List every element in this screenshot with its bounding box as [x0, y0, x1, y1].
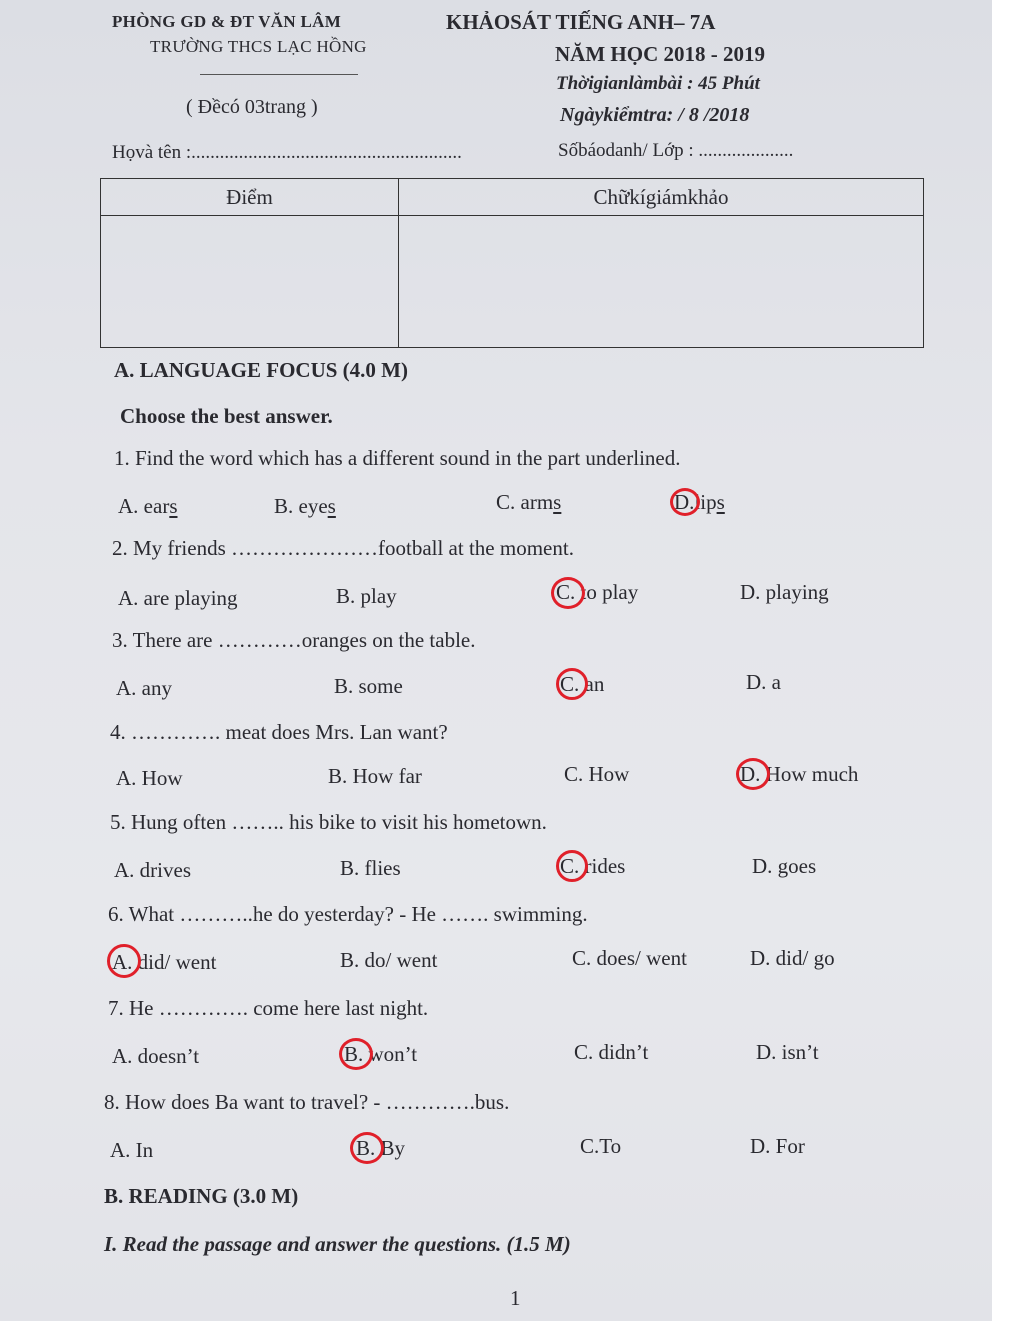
answer-circle-5 [556, 850, 588, 882]
option-2d[interactable]: D. playing [740, 580, 829, 604]
option-stem: ear [143, 494, 170, 518]
option-4a[interactable]: A. How [116, 766, 183, 790]
answer-circle-8 [350, 1132, 384, 1164]
option-7c[interactable]: C. didn’t [574, 1040, 649, 1064]
school-name: TRƯỜNG THCS LẠC HỒNG [150, 37, 367, 56]
option-8d[interactable]: D. For [750, 1134, 805, 1158]
option-letter: B. [274, 494, 299, 518]
underlined-part: s [716, 490, 725, 514]
option-5b[interactable]: B. flies [340, 856, 401, 880]
option-stem: lip [694, 490, 717, 514]
option-3b[interactable]: B. some [334, 674, 403, 698]
option-5c[interactable]: C. rides [560, 854, 626, 878]
option-7b[interactable]: B. won’t [344, 1042, 418, 1066]
option-8a[interactable]: A. In [110, 1138, 154, 1162]
option-4b[interactable]: B. How far [328, 764, 422, 788]
option-6a[interactable]: A. did/ went [112, 950, 217, 974]
underlined-part: s [553, 490, 562, 514]
option-1b[interactable] [274, 494, 336, 519]
option-8b[interactable]: B. By [356, 1136, 406, 1160]
option-letter: C. [496, 490, 521, 514]
pages-note: ( Đềcó 03trang ) [186, 96, 318, 118]
test-date: Ngàykiểmtra: / 8 /2018 [560, 104, 750, 126]
option-7d[interactable]: D. isn’t [756, 1040, 819, 1064]
student-name-line: Họvà tên :......................................................... [112, 142, 462, 163]
question-5: 5. Hung often …….. his bike to visit his hometown. [110, 810, 547, 834]
option-6d[interactable]: D. did/ go [750, 946, 835, 970]
underlined-part: s [327, 494, 336, 518]
option-7a[interactable]: A. doesn’t [112, 1044, 200, 1068]
option-letter: D. [674, 490, 695, 514]
section-b-subtitle: I. Read the passage and answer the questions. (1.5 M) [104, 1232, 571, 1256]
option-3a[interactable]: A. any [116, 676, 172, 700]
option-2a[interactable]: A. are playing [118, 586, 238, 610]
option-3d[interactable]: D. a [746, 670, 781, 694]
answer-circle-7 [339, 1038, 373, 1070]
option-2c[interactable]: C. to play [556, 580, 639, 604]
answer-circle-6 [107, 944, 141, 978]
option-5d[interactable]: D. goes [752, 854, 817, 878]
section-b-title: B. READING (3.0 M) [104, 1184, 299, 1208]
section-a-title: A. LANGUAGE FOCUS (4.0 M) [114, 358, 408, 382]
question-1: 1. Find the word which has a different sound in the part underlined. [114, 446, 681, 470]
option-8c[interactable]: C.To [580, 1134, 622, 1158]
option-stem: eye [298, 494, 328, 518]
option-stem: arm [520, 490, 554, 514]
option-letter: A. [118, 494, 144, 518]
answer-circle-1 [670, 488, 700, 516]
answer-circle-2 [551, 577, 585, 609]
option-4d[interactable]: D. How much [740, 762, 859, 786]
question-2: 2. My friends …………………football at the moment. [112, 536, 574, 560]
option-3c[interactable]: C. an [560, 672, 605, 696]
question-7: 7. He …………. come here last night. [108, 996, 429, 1020]
option-2b[interactable]: B. play [336, 584, 397, 608]
option-6c[interactable]: C. does/ went [572, 946, 687, 970]
question-4: 4. …………. meat does Mrs. Lan want? [110, 720, 448, 744]
option-5a[interactable]: A. drives [114, 858, 191, 882]
department-name: PHÒNG GD & ĐT VĂN LÂM [112, 12, 342, 31]
score-cell[interactable] [101, 216, 399, 348]
score-table [100, 178, 924, 348]
score-column-header: Điểm [101, 179, 399, 216]
option-1a[interactable] [118, 494, 178, 519]
question-6: 6. What ………..he do yesterday? - He ……. swimming. [108, 902, 588, 926]
scan-right-margin [992, 0, 1024, 1321]
answer-circle-4 [736, 758, 770, 790]
underlined-part: s [169, 494, 178, 518]
option-4c[interactable]: C. How [564, 762, 630, 786]
page-number: 1 [510, 1286, 521, 1310]
student-id-class-line: Sốbáodanh/ Lớp : .................... [558, 140, 794, 161]
exam-title: KHẢOSÁT TIẾNG ANH– 7A [446, 10, 716, 34]
examiner-signature-header: Chữkígiámkhảo [399, 179, 924, 216]
header-divider [200, 74, 358, 75]
section-a-instruction: Choose the best answer. [120, 404, 333, 428]
question-3: 3. There are …………oranges on the table. [112, 628, 476, 652]
school-year: NĂM HỌC 2018 - 2019 [555, 42, 765, 66]
exam-duration: Thờigianlàmbài : 45 Phút [556, 73, 760, 94]
answer-circle-3 [556, 668, 588, 700]
option-1c[interactable] [496, 490, 561, 515]
option-6b[interactable]: B. do/ went [340, 948, 438, 972]
question-8: 8. How does Ba want to travel? - ………….bus. [104, 1090, 510, 1114]
examiner-signature-cell[interactable] [399, 216, 924, 348]
